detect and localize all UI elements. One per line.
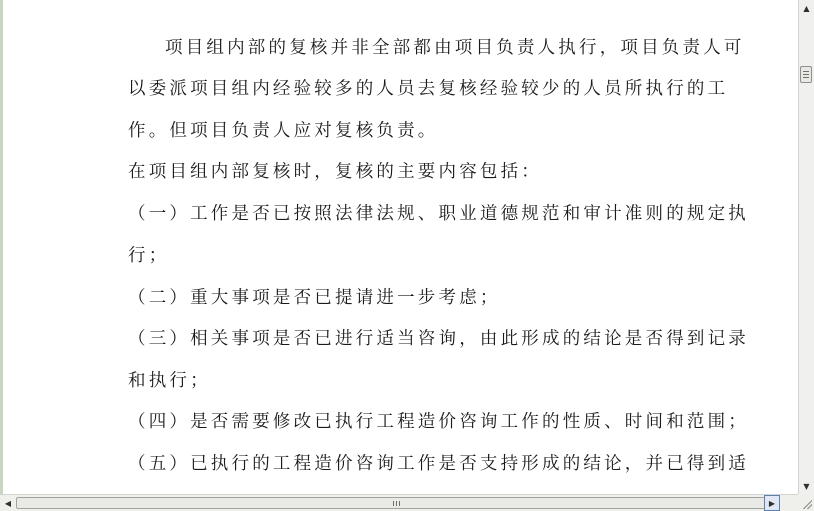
vertical-scrollbar[interactable] <box>798 0 814 494</box>
vertical-scroll-thumb[interactable] <box>800 66 812 83</box>
horizontal-scroll-thumb[interactable] <box>16 497 776 509</box>
grip-line-icon <box>399 501 400 506</box>
scroll-left-button[interactable] <box>0 495 16 511</box>
list-item-1-line-2: 行； <box>128 246 170 266</box>
grip-line-icon <box>803 74 809 75</box>
grip-line-icon <box>803 77 809 78</box>
paragraph-line-1: 项目组内部的复核并非全部都由项目负责人执行，项目负责人可 <box>165 38 745 58</box>
arrow-down-icon: ▼ <box>803 481 810 491</box>
grip-line-icon <box>396 501 397 506</box>
paragraph-line-2: 以委派项目组内经验较多的人员去复核经验较少的人员所执行的工 <box>128 79 729 99</box>
scroll-right-button[interactable] <box>764 495 780 511</box>
scroll-up-button[interactable] <box>799 0 814 16</box>
paragraph-line-4: 在项目组内部复核时，复核的主要内容包括： <box>128 162 542 182</box>
horizontal-scrollbar[interactable] <box>0 494 798 511</box>
paragraph-line-3: 作。但项目负责人应对复核负责。 <box>128 121 439 141</box>
document-page[interactable] <box>3 0 798 494</box>
arrow-right-icon: ▶ <box>768 498 776 508</box>
list-item-1-line-1: （一）工作是否已按照法律法规、职业道德规范和审计准则的规定执 <box>128 204 749 224</box>
scroll-down-button[interactable] <box>799 478 814 494</box>
grip-line-icon <box>393 501 394 506</box>
grip-line-icon <box>803 71 809 72</box>
resize-grip-icon[interactable] <box>802 499 812 509</box>
list-item-2: （二）重大事项是否已提请进一步考虑； <box>128 288 501 308</box>
list-item-4: （四）是否需要修改已执行工程造价咨询工作的性质、时间和范围； <box>128 412 749 432</box>
list-item-3-line-1: （三）相关事项是否已进行适当咨询，由此形成的结论是否得到记录 <box>128 329 749 349</box>
arrow-left-icon: ◀ <box>4 498 12 508</box>
list-item-3-line-2: 和执行； <box>128 371 211 391</box>
list-item-5-line-1: （五）已执行的工程造价咨询工作是否支持形成的结论，并已得到适 <box>128 454 749 474</box>
arrow-up-icon: ▲ <box>803 3 810 13</box>
scrollbar-corner <box>798 494 814 511</box>
